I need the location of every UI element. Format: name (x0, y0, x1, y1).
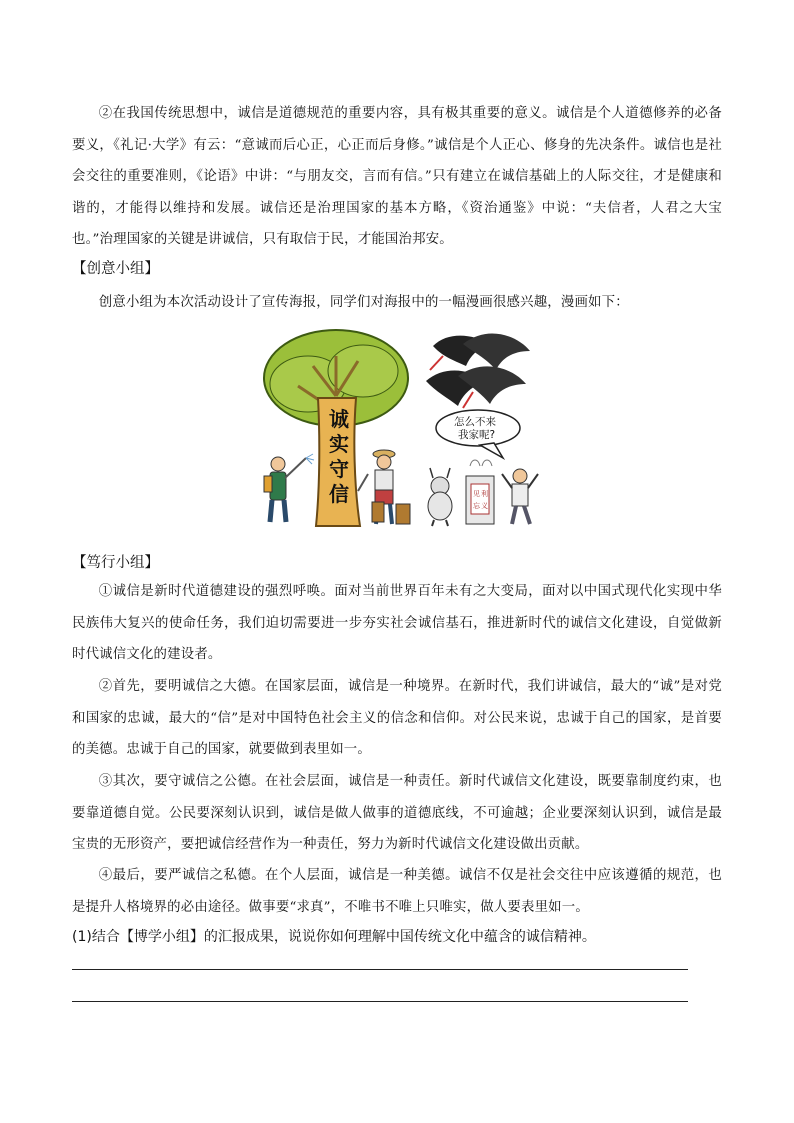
section-heading-practice: 【笃行小组】 (72, 555, 159, 571)
integrity-cartoon (258, 326, 548, 528)
question-1: (1)结合【博学小组】的汇报成果，说说你如何理解中国传统文化中蕴含的诚信精神。 (72, 929, 596, 945)
waving-figure (502, 469, 538, 524)
trunk-char-3: 守 (329, 457, 349, 481)
paragraph-practice-2: ②首先，要明诚信之大德。在国家层面，诚信是一种境界。在新时代，我们讲诚信，最大的“诚”是对党和国家的忠诚，最大的“信”是对中国特色社会主义的信念和信仰。对公民来说，忠诚于自己的国家，是首要的美德。忠诚于自己的国家，就要做到表里如一。 (72, 679, 722, 757)
stove-figure (466, 460, 494, 524)
sign-char-1: 见 (473, 490, 480, 498)
sign-char-3: 忘 (473, 502, 480, 510)
paragraph-traditional-thought: ②在我国传统思想中，诚信是道德规范的重要内容，具有极其重要的意义。诚信是个人道德修养的必备要义，《礼记·大学》有云：“意诚而后心正，心正而后身修。”诚信是个人正心、修身的先决条件。诚信也是社会交往的重要准则，《论语》中讲：“与朋友交，言而有信。”只有建立在诚信基础上的人际交往，才是健康和谐的，才能得以维持和发展。诚信还是治理国家的基本方略，《资治通鉴》中说：“夫信者，人君之大宝也。”治理国家的关键是讲诚信，只有取信于民，才能国治邦安。 (72, 106, 722, 247)
phoenix-birds (426, 333, 530, 408)
section-heading-creative: 【创意小组】 (72, 261, 159, 277)
trunk-char-4: 信 (329, 482, 349, 506)
speech-line-1: 怎么不来 (454, 416, 496, 428)
small-creature-figure (428, 468, 452, 526)
gardener-figure (264, 454, 314, 522)
speech-line-2: 我家呢? (458, 429, 496, 441)
tree-foliage-right (328, 345, 398, 397)
answer-line-2[interactable] (72, 1001, 688, 1002)
paragraph-practice-1: ①诚信是新时代道德建设的强烈呼唤。面对当前世界百年未有之大变局，面对以中国式现代化实现中华民族伟大复兴的使命任务，我们迫切需要进一步夯实社会诚信基石，推进新时代的诚信文化建设，自觉做新时代诚信文化的建设者。 (72, 584, 722, 662)
paragraph-practice-4: ④最后，要严诚信之私德。在个人层面，诚信是一种美德。诚信不仅是社会交往中应该遵循的规范，也是提升人格境界的必由途径。做事要“求真”，不唯书不唯上只唯实，做人要表里如一。 (72, 868, 722, 915)
trunk-char-1: 诚 (329, 407, 349, 431)
trunk-char-2: 实 (329, 432, 349, 456)
farmer-figure (358, 450, 410, 524)
paragraph-creative-intro: 创意小组为本次活动设计了宣传海报，同学们对海报中的一幅漫画很感兴趣，漫画如下： (98, 295, 629, 310)
sign-char-2: 利 (481, 490, 488, 498)
answer-line-1[interactable] (72, 969, 688, 970)
sign-char-4: 义 (481, 502, 488, 510)
paragraph-practice-3: ③其次，要守诚信之公德。在社会层面，诚信是一种责任。新时代诚信文化建设，既要靠制度约束，也要靠道德自觉。公民要深刻认识到，诚信是做人做事的道德底线，不可逾越；企业要深刻认识到，诚信是最宝贵的无形资产，要把诚信经营作为一种责任，努力为新时代诚信文化建设做出贡献。 (72, 774, 722, 852)
